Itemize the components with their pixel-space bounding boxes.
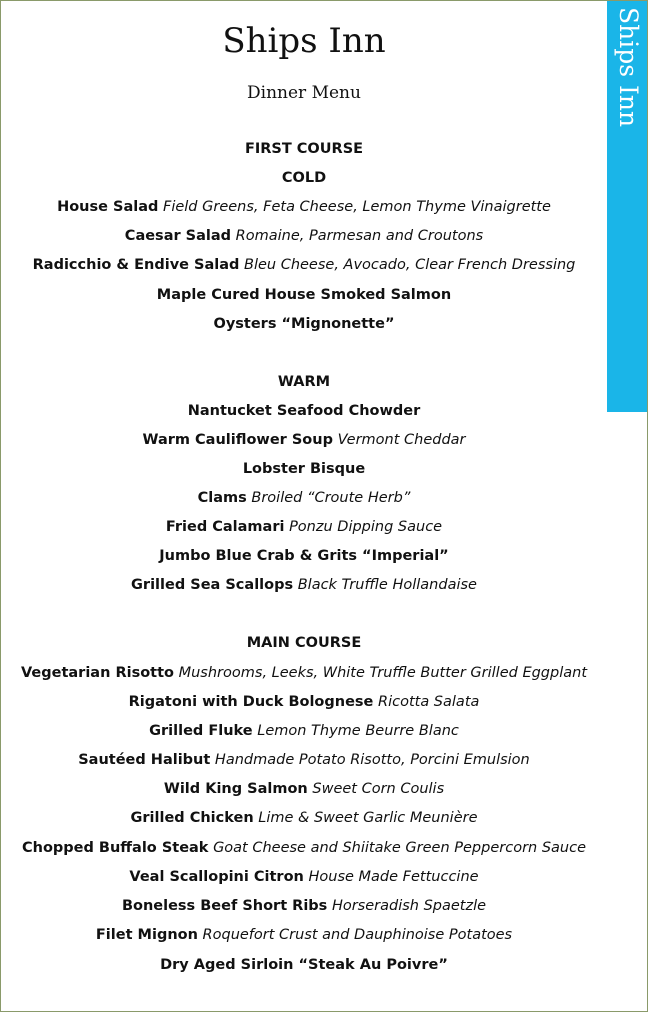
menu-item: [1, 545, 607, 567]
dish-description: Broiled “Croute Herb”: [251, 490, 411, 506]
menu-item: [1, 924, 607, 946]
menu-item: [1, 837, 607, 859]
dish-name: Boneless Beef Short Ribs: [121, 898, 328, 914]
dish-description: Roquefort Crust and Dauphinoise Potatoes: [202, 927, 513, 943]
dish-description: Mushrooms, Leeks, White Truffle Butter Grilled Eggplant: [178, 665, 588, 681]
dish-description: Romaine, Parmesan and Croutons: [235, 228, 484, 244]
dish-name: Vegetarian Risotto: [20, 665, 174, 681]
first-course-heading: FIRST COURSE: [244, 141, 364, 157]
menu-item: [1, 778, 607, 800]
dish-name: Maple Cured House Smoked Salmon: [156, 287, 452, 303]
dish-name: Rigatoni with Duck Bolognese: [128, 694, 374, 710]
menu-item: [1, 662, 607, 684]
dish-name: House Salad: [57, 199, 159, 215]
dish-name: Sautéed Halibut: [78, 752, 211, 768]
dish-name: Warm Cauliflower Soup: [142, 432, 333, 448]
dish-name: Caesar Salad: [124, 228, 232, 244]
menu-item: [1, 954, 607, 976]
dish-name: Clams: [197, 490, 247, 506]
menu-item: [1, 895, 607, 917]
menu-title: Dinner Menu: [247, 83, 361, 103]
menu-item: [1, 866, 607, 888]
warm-heading: WARM: [277, 374, 331, 390]
dish-name: Filet Mignon: [95, 927, 198, 943]
dish-description: Vermont Cheddar: [337, 432, 466, 448]
dish-name: Wild King Salmon: [163, 781, 308, 797]
restaurant-name: Ships Inn: [222, 21, 386, 61]
menu-item: [1, 574, 607, 596]
side-tab-label: Ships Inn: [614, 7, 643, 128]
menu-item: [1, 313, 607, 335]
main-course-heading: MAIN COURSE: [246, 635, 362, 651]
dish-name: Grilled Fluke: [149, 723, 253, 739]
dish-description: Ricotta Salata: [378, 694, 480, 710]
menu-item: [1, 720, 607, 742]
dish-description: Lime & Sweet Garlic Meunière: [258, 810, 478, 826]
menu-item: [1, 516, 607, 538]
menu-item: [1, 429, 607, 451]
dish-description: Handmade Potato Risotto, Porcini Emulsion: [214, 752, 530, 768]
menu-item: [1, 458, 607, 480]
dish-name: Lobster Bisque: [242, 461, 366, 477]
dish-name: Oysters “Mignonette”: [213, 316, 395, 332]
menu-item: [1, 284, 607, 306]
dish-name: Grilled Sea Scallops: [131, 577, 294, 593]
dish-description: Black Truffle Hollandaise: [297, 577, 477, 593]
menu-item: [1, 691, 607, 713]
cold-heading: COLD: [281, 170, 327, 186]
menu-item: [1, 400, 607, 422]
menu-item: [1, 807, 607, 829]
dish-name: Jumbo Blue Crab & Grits “Imperial”: [159, 548, 449, 564]
dish-description: Lemon Thyme Beurre Blanc: [257, 723, 459, 739]
menu-item: [1, 225, 607, 247]
menu-item: [1, 487, 607, 509]
dish-description: Field Greens, Feta Cheese, Lemon Thyme Vinaigrette: [162, 199, 551, 215]
menu-item: [1, 196, 607, 218]
dish-description: Sweet Corn Coulis: [312, 781, 445, 797]
dish-name: Nantucket Seafood Chowder: [187, 403, 421, 419]
dish-name: Chopped Buffalo Steak: [21, 840, 209, 856]
dish-description: Horseradish Spaetzle: [331, 898, 487, 914]
dish-description: Goat Cheese and Shiitake Green Peppercorn Sauce: [213, 840, 586, 856]
menu-item: [1, 254, 607, 276]
menu-item: [1, 749, 607, 771]
dish-name: Veal Scallopini Citron: [129, 869, 304, 885]
dish-description: Bleu Cheese, Avocado, Clear French Dressing: [244, 257, 576, 273]
dish-description: House Made Fettuccine: [308, 869, 479, 885]
dish-description: Ponzu Dipping Sauce: [289, 519, 443, 535]
dish-name: Dry Aged Sirloin “Steak Au Poivre”: [160, 957, 448, 973]
dish-name: Fried Calamari: [165, 519, 285, 535]
dish-name: Grilled Chicken: [130, 810, 254, 826]
dish-name: Radicchio & Endive Salad: [32, 257, 240, 273]
